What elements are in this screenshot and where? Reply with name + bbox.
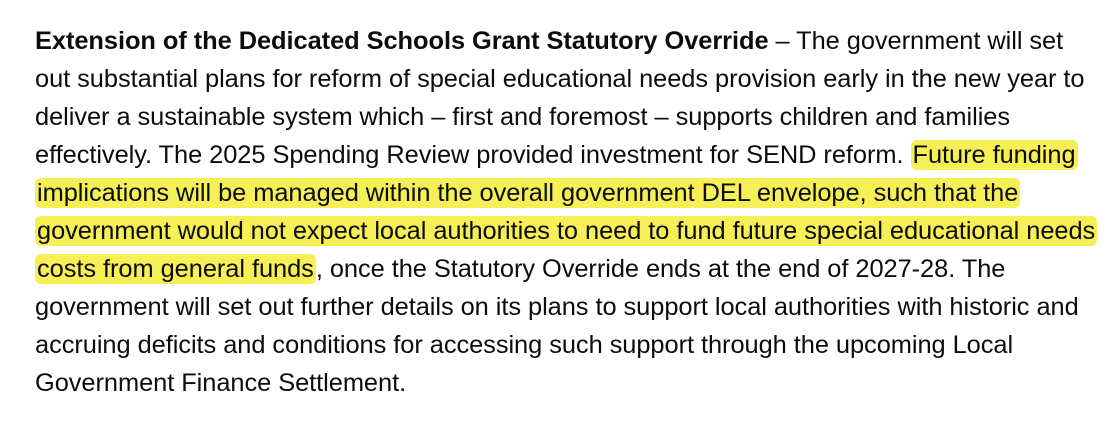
paragraph (35, 22, 1105, 402)
heading-separator: – (768, 27, 797, 55)
body-text-after: , once the Statutory Override ends at the end of 2027-28. The government will set out further details on its plans to support local authorities with historic and accruing deficits and conditions for accessing such support through the upcoming Local Government Finance Settlement. (35, 255, 1079, 397)
paragraph-heading: Extension of the Dedicated Schools Grant Statutory Override (35, 27, 769, 55)
document-page (35, 22, 1105, 402)
body-text-before: The government will set out substantial plans for reform of special educational needs provision early in the new year to deliver a sustainable system which – first and foremost – supports children and families effectively. The 2025 Spending Review provided investment for SEND reform. (35, 27, 1085, 169)
highlighted-text: Future funding implications will be managed within the overall government DEL envelope, such that the government would not expect local authorities to need to fund future special educational needs costs from general funds (37, 141, 1096, 283)
